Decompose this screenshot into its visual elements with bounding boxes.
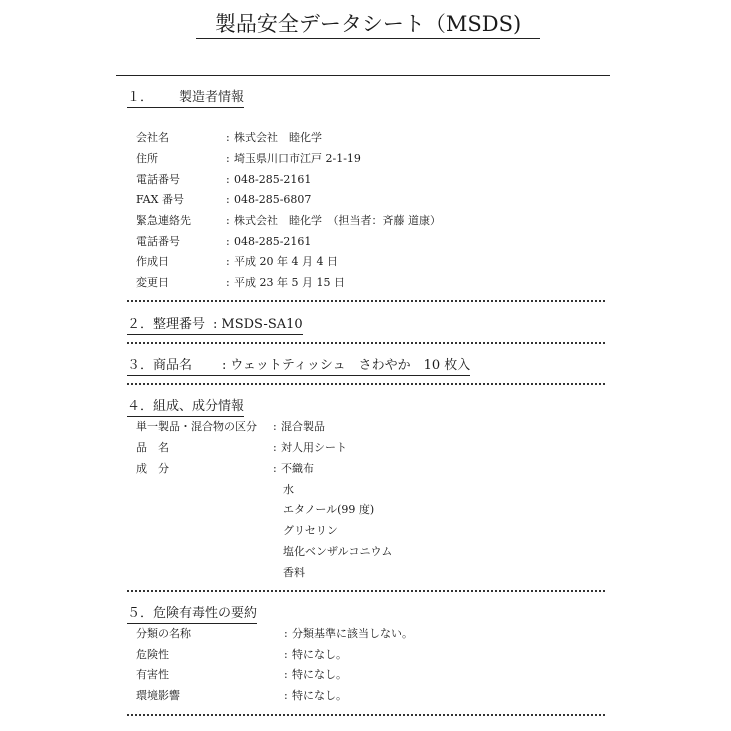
dotted-divider [127, 383, 605, 385]
section-4-title: ４．組成、成分情報 [127, 399, 245, 414]
colon: : [226, 276, 230, 289]
info-label: 電話番号 [136, 235, 180, 248]
info-value: 048-285-2161 [234, 235, 312, 248]
info-value: 平成 23 年 5 月 15 日 [234, 276, 345, 289]
colon: : [284, 668, 288, 681]
hazard-value: 特になし。 [292, 689, 347, 702]
section-2-heading [127, 317, 303, 335]
composition-value: 対人用シート [281, 441, 347, 454]
dotted-divider [127, 342, 605, 344]
colon: : [284, 648, 288, 661]
colon: : [226, 173, 230, 186]
info-value: 平成 20 年 4 月 4 日 [234, 255, 338, 268]
dotted-divider [127, 714, 605, 716]
info-label: 住所 [136, 152, 158, 165]
info-label: 電話番号 [136, 173, 180, 186]
colon: : [226, 235, 230, 248]
info-label: 緊急連絡先 [136, 214, 191, 227]
section-3-title: ３．商品名 [127, 358, 193, 373]
composition-label: 単一製品・混合物の区分 [136, 420, 257, 433]
info-value: 株式会社 睦化学 （担当者：斉藤 道康） [234, 214, 441, 227]
section-1-number: １． [127, 90, 154, 105]
ingredient-item: エタノール(99 度) [283, 503, 375, 516]
composition-label: 成 分 [136, 462, 169, 475]
ingredient-item: 塩化ベンザルコニウム [283, 545, 393, 558]
document-title: 製品安全データシート（MSDS) [196, 10, 540, 39]
info-label: 会社名 [136, 131, 169, 144]
colon: : [226, 193, 230, 206]
dotted-divider [127, 300, 605, 302]
hazard-label: 有害性 [136, 668, 169, 681]
hazard-label: 環境影響 [136, 689, 180, 702]
hazard-value: 特になし。 [292, 668, 347, 681]
section-1-title: 製造者情報 [179, 90, 245, 105]
ingredient-item: グリセリン [283, 524, 338, 537]
section-5-title: ５．危険有毒性の要約 [127, 606, 258, 621]
hazard-label: 分類の名称 [136, 627, 191, 640]
hazard-value: 特になし。 [292, 648, 347, 661]
colon: : [273, 462, 277, 475]
ingredient-item: 水 [283, 483, 294, 496]
colon: : [226, 131, 230, 144]
info-value: 048-285-2161 [234, 173, 312, 186]
info-label: FAX 番号 [136, 193, 184, 206]
hazard-value: 分類基準に該当しない。 [292, 627, 413, 640]
composition-value: 混合製品 [281, 420, 325, 433]
colon: : [273, 420, 277, 433]
info-value: 048-285-6807 [234, 193, 312, 206]
section-1-heading [127, 90, 244, 108]
section-2-title: ２．整理番号 [127, 317, 206, 332]
info-label: 変更日 [136, 276, 169, 289]
hazard-label: 危険性 [136, 648, 169, 661]
section-3-heading [127, 358, 470, 376]
info-label: 作成日 [136, 255, 169, 268]
colon: : [213, 317, 218, 332]
ingredient-item: 香料 [283, 566, 305, 579]
colon: : [222, 358, 227, 373]
reference-number: MSDS-SA10 [221, 317, 303, 332]
colon: : [273, 441, 277, 454]
colon: : [284, 627, 288, 640]
info-value: 埼玉県川口市江戸 2-1-19 [234, 152, 361, 165]
header-rule [116, 75, 610, 76]
info-value: 株式会社 睦化学 [234, 131, 322, 144]
section-5-heading [127, 606, 257, 624]
colon: : [226, 255, 230, 268]
colon: : [226, 152, 230, 165]
composition-value: 不織布 [281, 462, 314, 475]
dotted-divider [127, 590, 605, 592]
composition-label: 品 名 [136, 441, 169, 454]
colon: : [284, 689, 288, 702]
section-4-heading [127, 399, 244, 417]
product-name: ウェットティッシュ さわやか 10 枚入 [230, 358, 471, 373]
colon: : [226, 214, 230, 227]
